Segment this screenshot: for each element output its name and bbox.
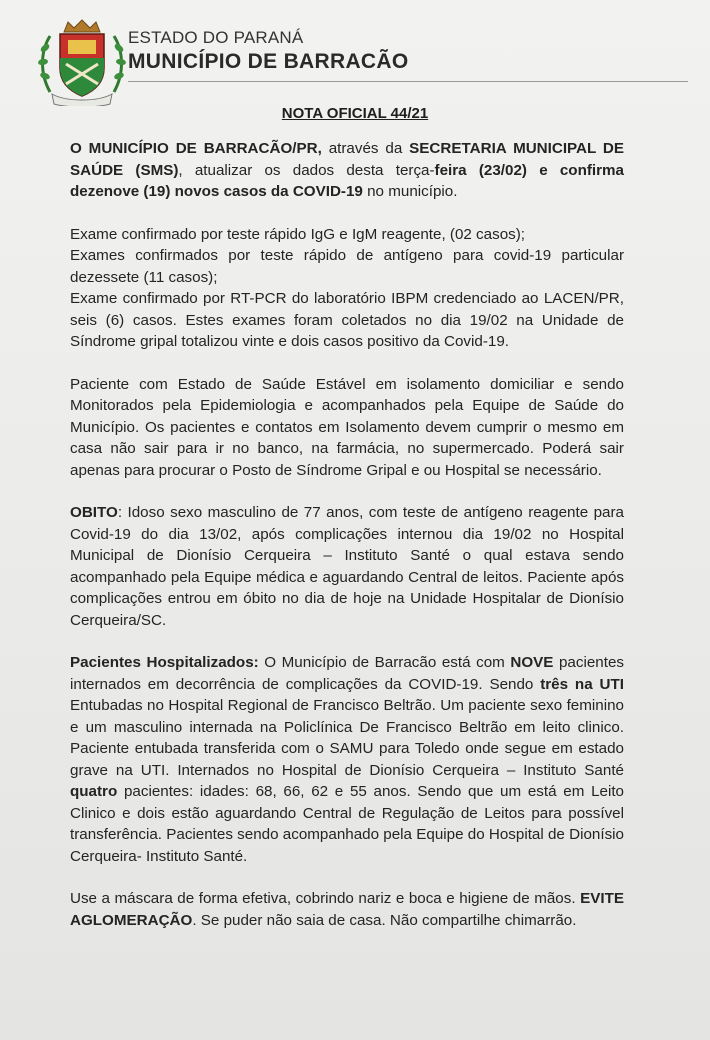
exam-line-1: Exame confirmado por teste rápido IgG e IgM reagente, (02 casos); [70, 225, 526, 243]
intro-text-1: através da [321, 140, 410, 157]
death-text: : Idoso sexo masculino de 77 anos, com teste de antígeno reagente para Covid-19 do dia 13/02, após complicações internou dia 19/02 no Hospital Municipal de Dionísio Cerqueira – Instituto Santé o qual estava sendo acompanhado pela Equipe médica e aguardando Central de leitos. Paciente após complicações entrou em óbito no dia de hoje na Unidade Hospitalar de Dionísio Cerqueira/SC. [70, 504, 624, 629]
paragraph-recommendations [70, 888, 624, 931]
recommend-text-1: Use a máscara de forma efetiva, cobrindo nariz e boca e higiene de mãos. [70, 890, 581, 907]
hospitalized-text-2: pacientes internados em decorrência de complicações da COVID-19. Sendo [70, 654, 624, 693]
document-body [70, 138, 624, 931]
municipality-name: MUNICÍPIO DE BARRACÃO [128, 50, 409, 73]
coat-of-arms-icon [36, 18, 128, 106]
hospitalized-count: NOVE [510, 654, 554, 671]
intro-secretary: SECRETARIA MUNICIPAL DE SAÚDE (SMS) [70, 140, 625, 179]
exam-line-2: Exames confirmados por teste rápido de antígeno para covid-19 particular dezessete (11 casos); [70, 247, 624, 286]
hospitalized-text-1: O Município de Barracão está com [258, 654, 511, 671]
letterhead [36, 18, 676, 108]
hospitalized-text-4: pacientes: idades: 68, 66, 62 e 55 anos. Sendo que um está em Leito Clinico e dois estão aguardando Central de Regulação de Leitos para possível transferência. Pacientes sendo acompanhado pela Equipe do Hospital de Dionísio Cerqueira- Instituto Santé. [70, 783, 624, 865]
paragraph-intro [70, 138, 624, 203]
santé-count: quatro [70, 783, 118, 800]
paragraph-hospitalized [70, 652, 624, 867]
uti-count: três na UTI [540, 675, 624, 693]
exam-line-3: Exame confirmado por RT-PCR do laboratório IBPM credenciado ao LACEN/PR, seis (6) casos. Estes exames foram coletados no dia 19/02 na Unidade de Síndrome gripal totalizou vinte e dois casos positivo da Covid-19. [70, 290, 624, 350]
state-name: ESTADO DO PARANÁ [128, 28, 304, 47]
header-divider [128, 81, 688, 82]
intro-confirmation: feira (23/02) e confirma dezenove (19) novos casos da COVID-19 [70, 161, 624, 200]
paragraph-death [70, 502, 624, 631]
document-title: NOTA OFICIAL 44/21 [281, 105, 429, 122]
death-label: OBITO [70, 504, 118, 521]
intro-municipality: O MUNICÍPIO DE BARRACÃO/PR, [70, 140, 322, 157]
recommend-text-2: . Se puder não saia de casa. Não compartilhe chimarrão. [192, 911, 577, 929]
hospitalized-text-3: Entubadas no Hospital Regional de Francisco Beltrão. Um paciente sexo feminino e um masculino internada na Policlínica De Francisco Beltrão em leito clinico. Paciente entubada transferida com o SAMU para Toledo onde segue em estado grave na UTI. Internados no Hospital de Dionísio Cerqueira – Instituto Santé [70, 697, 624, 779]
paragraph-isolation: Paciente com Estado de Saúde Estável em isolamento domiciliar e sendo Monitorados pela Epidemiologia e acompanhados pela Equipe de Saúde do Município. Os pacientes e contatos em Isolamento devem cumprir o mesmo em casa não sair para ir no banco, na farmácia, no supermercado. Poderá sair apenas para procurar o Posto de Síndrome Gripal e ou Hospital se necessário. [70, 375, 624, 479]
intro-text-2: , atualizar os dados desta terça- [178, 161, 435, 179]
avoid-crowding: EVITE AGLOMERAÇÃO [70, 890, 624, 929]
hospitalized-label: Pacientes Hospitalizados: [70, 654, 259, 671]
intro-text-3: no município. [362, 183, 458, 200]
